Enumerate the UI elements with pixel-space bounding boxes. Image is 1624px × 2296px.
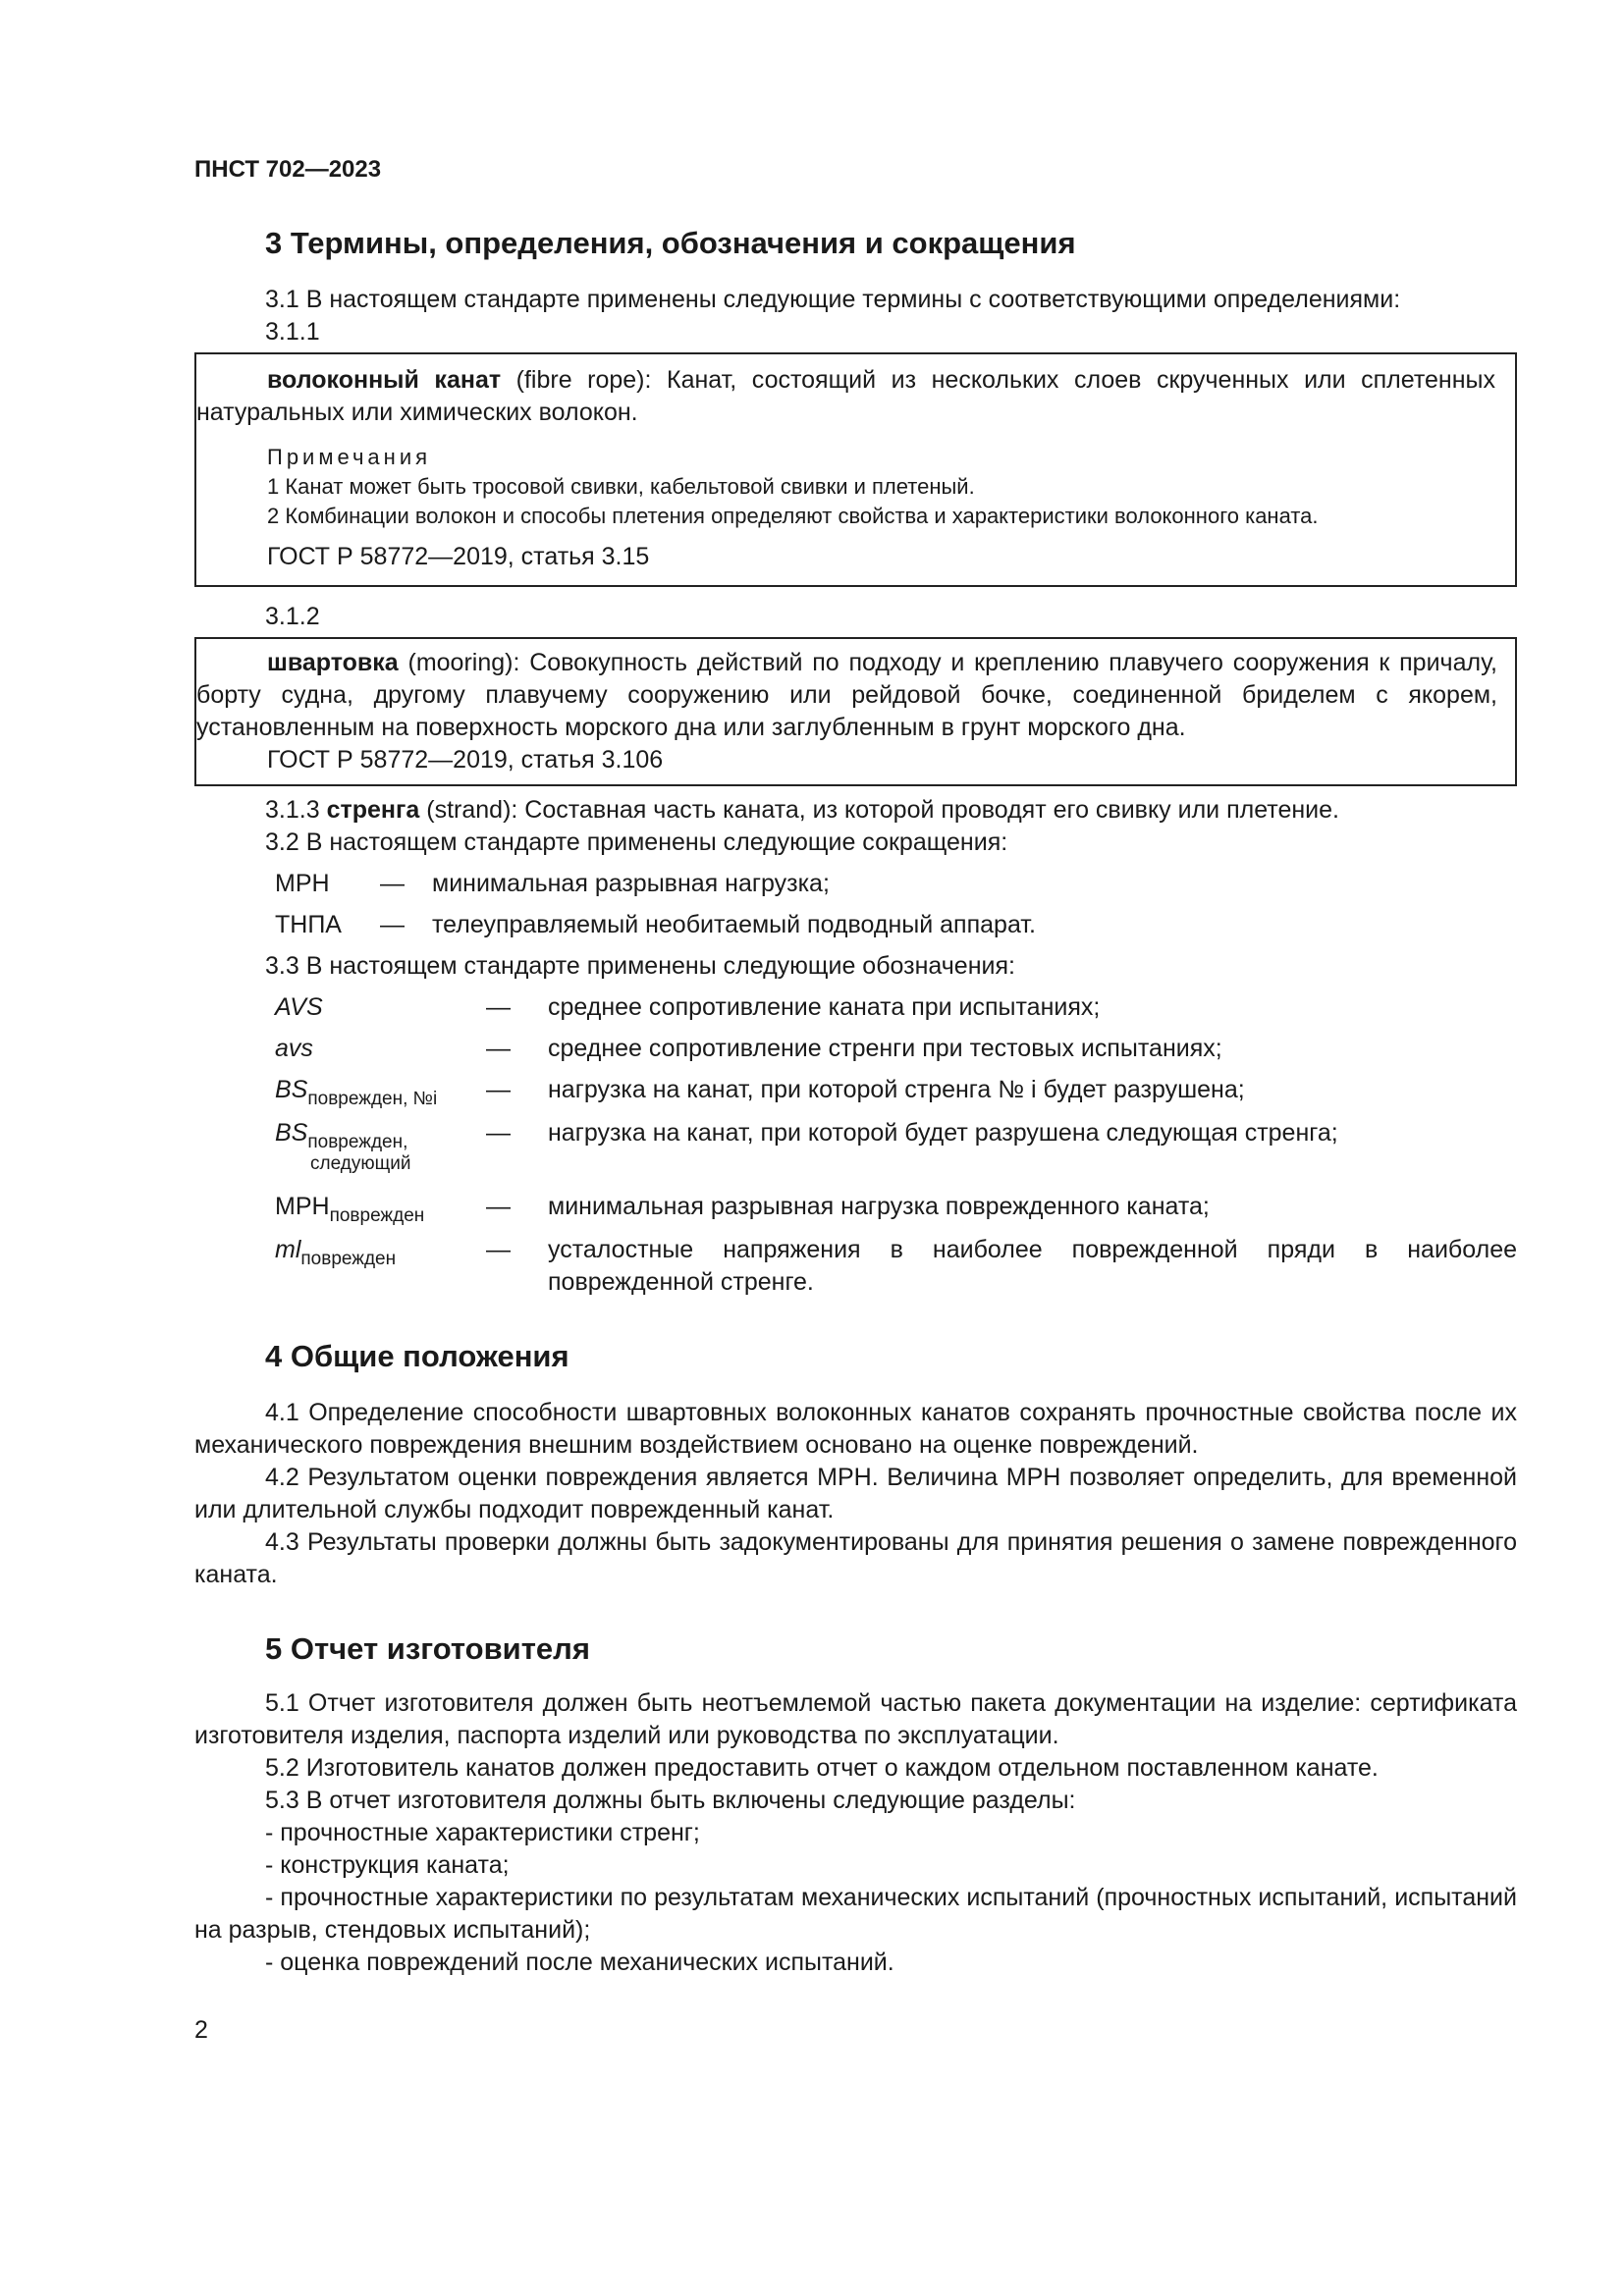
symbol-main: BS — [275, 1076, 308, 1103]
list-item: - оценка повреждений после механических испытаний. — [265, 1949, 894, 1976]
symbol — [275, 1033, 486, 1065]
symbol-definition: минимальная разрывная нагрузка поврежденного каната; — [548, 1193, 1210, 1220]
notes-title: Примечания — [267, 445, 432, 469]
section-4-heading: 4 Общие положения — [265, 1339, 569, 1373]
term-source: ГОСТ Р 58772—2019, статья 3.15 — [267, 543, 650, 570]
symbol-main: avs — [275, 1035, 313, 1062]
term: стренга — [326, 796, 420, 824]
note-2: 2 Комбинации волокон и способы плетения определяют свойства и характеристики волоконного каната. — [267, 504, 1319, 528]
paragraph-5-3: 5.3 В отчет изготовителя должны быть включены следующие разделы: — [265, 1787, 1076, 1814]
symbol-row — [194, 991, 1517, 1024]
paragraph-4-1: 4.1 Определение способности швартовных волоконных канатов сохранять прочностные свойства после их механического повреждения внешним воздействием основано на оценке повреждений. — [194, 1399, 1517, 1459]
term: швартовка — [267, 649, 399, 676]
section-5-heading: 5 Отчет изготовителя — [265, 1631, 590, 1666]
paragraph-5-2: 5.2 Изготовитель канатов должен предоставить отчет о каждом отдельном поставленном канате. — [265, 1754, 1379, 1782]
symbol — [275, 991, 486, 1024]
symbol-subscript: поврежден — [300, 1249, 397, 1269]
term-number-3-1-2: 3.1.2 — [265, 603, 320, 630]
term-box-fibre-rope — [194, 352, 1517, 587]
list-item: - прочностные характеристики по результатам механических испытаний (прочностных испытаний, испытаний на разрыв, стендовых испытаний); — [194, 1884, 1517, 1944]
symbol-main: AVS — [275, 993, 323, 1021]
paragraph-4-2: 4.2 Результатом оценки повреждения является МРН. Величина МРН позволяет определить, для временной или длительной службы подходит поврежденный канат. — [194, 1464, 1517, 1523]
abbreviation-definition: телеуправляемый необитаемый подводный аппарат. — [432, 911, 1036, 938]
number: 3.1.3 — [265, 796, 327, 824]
term-definition — [196, 364, 1495, 429]
symbol-row — [194, 1234, 1517, 1299]
symbol-subscript: поврежден — [329, 1205, 425, 1226]
symbol-definition: усталостные напряжения в наиболее поврежденной пряди в наиболее поврежденной стренге. — [548, 1236, 1517, 1296]
symbol-definition: нагрузка на канат, при которой будет разрушена следующая стренга; — [548, 1119, 1338, 1147]
term-english: (mooring): — [398, 649, 530, 676]
symbol-subscript: поврежден, — [307, 1132, 408, 1152]
abbreviation: ТНПА — [275, 911, 342, 938]
dash: — — [486, 1076, 511, 1103]
symbol-row — [194, 1191, 1517, 1225]
symbol-row — [194, 1074, 1517, 1108]
term-source: ГОСТ Р 58772—2019, статья 3.106 — [267, 746, 664, 774]
symbol — [275, 1117, 486, 1175]
dash: — — [486, 1193, 511, 1220]
symbol-main: ml — [275, 1236, 301, 1263]
paragraph-3-3: 3.3 В настоящем стандарте применены следующие обозначения: — [265, 952, 1015, 980]
term-definition — [196, 647, 1497, 744]
symbol-subscript: поврежден, №i — [307, 1089, 438, 1109]
symbol-subscript-line2: следующий — [310, 1153, 411, 1174]
abbreviation-row — [194, 909, 1517, 941]
list-item: - конструкция каната; — [265, 1851, 510, 1879]
section-3-heading: 3 Термины, определения, обозначения и сокращения — [265, 226, 1076, 260]
dash: — — [486, 1035, 511, 1062]
symbol-row — [194, 1117, 1517, 1175]
paragraph-5-1: 5.1 Отчет изготовителя должен быть неотъемлемой частью пакета документации на изделие: сертификата изготовителя изделия, паспорта изделий или руководства по эксплуатации. — [194, 1689, 1517, 1749]
dash: — — [486, 1236, 511, 1263]
note-1: 1 Канат может быть тросовой свивки, кабельтовой свивки и плетеный. — [267, 474, 975, 499]
dash: — — [486, 993, 511, 1021]
term-box-mooring — [194, 637, 1517, 786]
symbol-definition: нагрузка на канат, при которой стренга № i будет разрушена; — [548, 1076, 1245, 1103]
dash: — — [380, 870, 405, 897]
definition-text: Совокупность действий по подходу и креплению плавучего сооружения к причалу, борту судна, другому плавучему сооружению или рейдовой бочке, соединенной бриделем с якорем, установленным на поверхность морского дна или заглубленным в грунт морского дна. — [196, 649, 1498, 741]
symbol-row — [194, 1033, 1517, 1065]
symbol — [275, 1191, 486, 1225]
dash: — — [486, 1119, 511, 1147]
symbol-definition: среднее сопротивление стренги при тестовых испытаниях; — [548, 1035, 1222, 1062]
symbol — [275, 1074, 486, 1108]
paragraph-4-3: 4.3 Результаты проверки должны быть задокументированы для принятия решения о замене поврежденного каната. — [194, 1528, 1517, 1588]
page-number: 2 — [194, 2016, 208, 2044]
abbreviation-definition: минимальная разрывная нагрузка; — [432, 870, 830, 897]
dash: — — [380, 911, 405, 938]
term-number-3-1-1: 3.1.1 — [265, 318, 320, 346]
symbol-definition: среднее сопротивление каната при испытаниях; — [548, 993, 1101, 1021]
symbol-main: МРН — [275, 1193, 330, 1220]
paragraph-3-1: 3.1 В настоящем стандарте применены следующие термины с соответствующими определениями: — [265, 286, 1401, 313]
term: волоконный канат — [267, 366, 502, 394]
paragraph-3-1-3 — [194, 794, 1517, 827]
symbol-main: BS — [275, 1119, 308, 1147]
document-id: ПНСТ 702—2023 — [194, 156, 382, 183]
abbreviation: МРН — [275, 870, 330, 897]
term-english: (fibre rope): — [501, 366, 667, 394]
list-item: - прочностные характеристики стренг; — [265, 1819, 700, 1846]
definition-text: (strand): Составная часть каната, из которой проводят его свивку или плетение. — [419, 796, 1339, 824]
paragraph-3-2: 3.2 В настоящем стандарте применены следующие сокращения: — [265, 828, 1008, 856]
definition-text: Канат, состоящий из нескольких слоев скрученных или сплетенных натуральных или химических волокон. — [196, 366, 1495, 426]
abbreviation-row — [194, 868, 1517, 900]
symbol — [275, 1234, 486, 1299]
